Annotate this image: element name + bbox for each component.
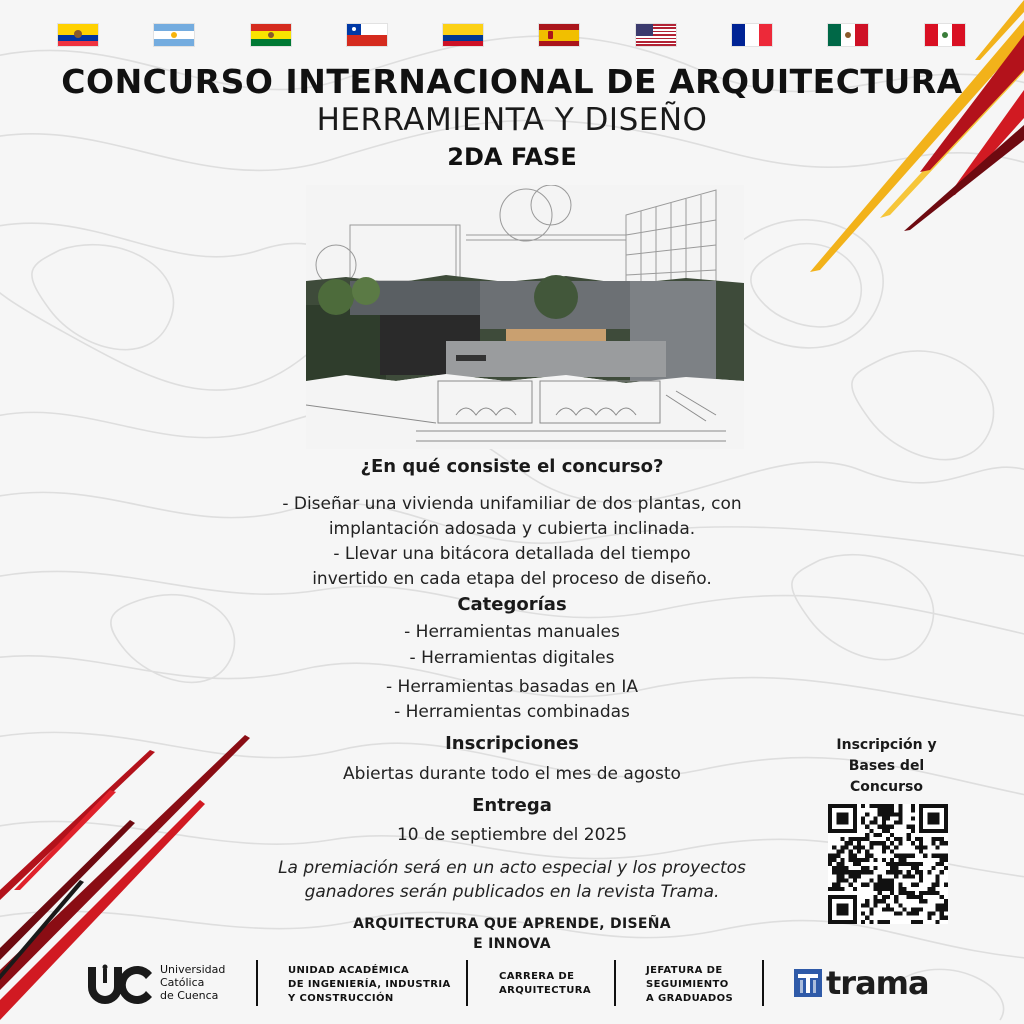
uc-logo-icon — [84, 963, 158, 1005]
uc-name-line: de Cuenca — [160, 989, 219, 1002]
category-item: - Herramientas digitales — [409, 648, 615, 668]
trama-logo-icon — [794, 969, 822, 997]
phase-label: 2DA FASE — [447, 143, 577, 171]
page-title: CONCURSO INTERNACIONAL DE ARQUITECTURA — [61, 62, 963, 101]
footer-divider — [614, 960, 616, 1006]
footer-divider — [256, 960, 258, 1006]
qr-title-line: Inscripción y — [836, 737, 937, 753]
delivery-date: 10 de septiembre del 2025 — [396, 825, 628, 845]
graduates-office-line: A GRADUADOS — [646, 993, 734, 1004]
slogan-line: ARQUITECTURA QUE APRENDE, DISEÑA — [353, 916, 671, 932]
delivery-heading: Entrega — [472, 795, 552, 816]
flag-argentina-icon — [154, 24, 194, 46]
uc-name-line: Católica — [160, 976, 205, 989]
academic-unit-label — [288, 964, 451, 1006]
qr-code[interactable] — [828, 804, 948, 924]
career-line: ARQUITECTURA — [499, 985, 591, 996]
flag-ecuador-icon — [58, 24, 98, 46]
academic-unit-line: DE INGENIERÍA, INDUSTRIA — [288, 979, 451, 990]
registration-heading: Inscripciones — [445, 733, 579, 754]
career-label — [499, 970, 591, 998]
graduates-office-line: JEFATURA DE — [646, 965, 723, 976]
graduates-office-label — [646, 964, 733, 1006]
academic-unit-line: UNIDAD ACADÉMICA — [288, 965, 410, 976]
career-line: CARRERA DE — [499, 971, 575, 982]
award-note-line: La premiación será en un acto especial y los proyectos — [278, 858, 746, 878]
qr-title — [800, 735, 973, 798]
what-line: - Diseñar una vivienda unifamiliar de dos plantas, con — [282, 494, 742, 514]
flag-spain-icon — [539, 24, 579, 46]
flag-chile-icon — [347, 24, 387, 46]
registration-text: Abiertas durante todo el mes de agosto — [343, 764, 681, 784]
flag-colombia-icon — [443, 24, 483, 46]
what-line: implantación adosada y cubierta inclinada. — [328, 519, 696, 539]
footer-divider — [762, 960, 764, 1006]
flag-bolivia-icon — [251, 24, 291, 46]
categories-heading: Categorías — [457, 594, 567, 615]
graduates-office-line: SEGUIMIENTO — [646, 979, 729, 990]
flags-row — [0, 24, 1024, 48]
page-subtitle: HERRAMIENTA Y DISEÑO — [316, 102, 708, 138]
flag-usa-icon — [636, 24, 676, 46]
what-description — [0, 492, 1024, 592]
qr-title-line: Bases del — [848, 758, 925, 774]
uc-name-line: Universidad — [160, 963, 226, 976]
uc-name — [160, 963, 225, 1002]
category-item: - Herramientas manuales — [404, 622, 620, 642]
qr-title-line: Concurso — [850, 779, 923, 795]
award-note-line: ganadores serán publicados en la revista Trama. — [304, 882, 720, 902]
academic-unit-line: Y CONSTRUCCIÓN — [288, 993, 394, 1004]
flag-france-icon — [732, 24, 772, 46]
footer-divider — [466, 960, 468, 1006]
what-line: - Llevar una bitácora detallada del tiempo — [333, 544, 691, 564]
house-rendering-image — [306, 185, 744, 449]
what-heading: ¿En qué consiste el concurso? — [360, 456, 664, 477]
category-item: - Herramientas basadas en IA — [386, 677, 638, 697]
flag-mexico-icon — [828, 24, 868, 46]
what-line: invertido en cada etapa del proceso de diseño. — [312, 569, 712, 589]
category-item: - Herramientas combinadas — [394, 702, 630, 722]
slogan-line: E INNOVA — [473, 936, 551, 952]
flag-peru-icon — [925, 24, 965, 46]
trama-wordmark: trama — [826, 964, 929, 1002]
